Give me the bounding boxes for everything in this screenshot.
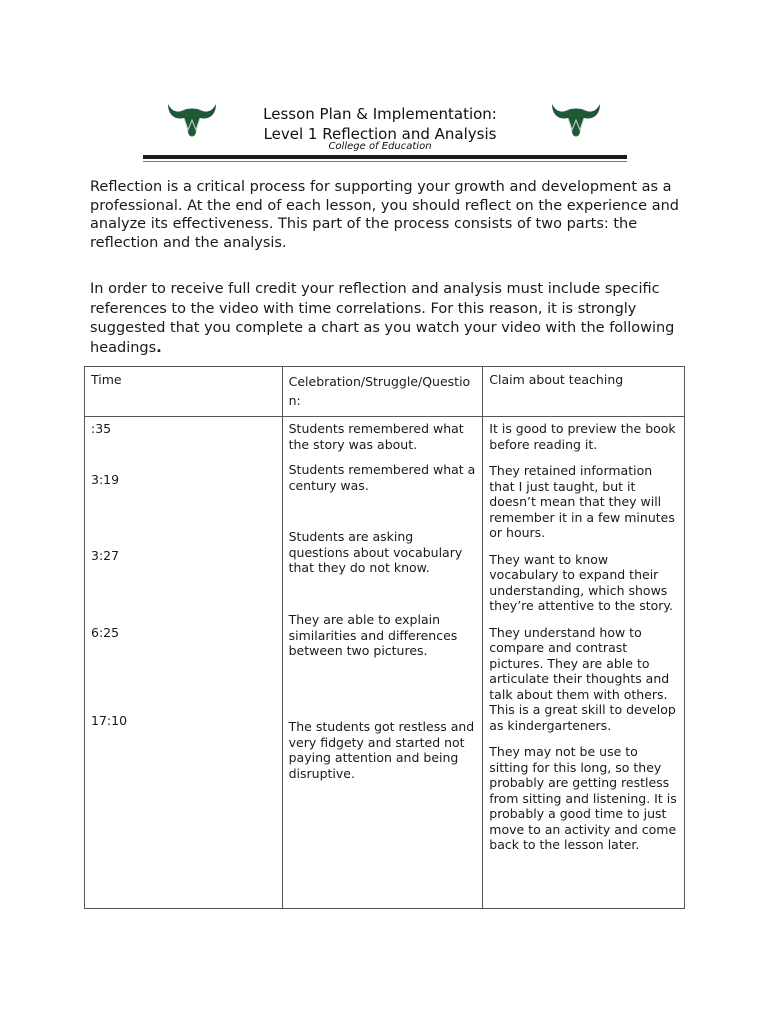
document-title bbox=[230, 104, 530, 144]
time-cell bbox=[85, 417, 283, 909]
claim-entry: It is good to preview the book before reading it. bbox=[489, 421, 676, 452]
title-line-2: Level 1 Reflection and Analysis bbox=[263, 125, 497, 143]
claim-cell bbox=[483, 417, 685, 909]
bull-horns-logo bbox=[164, 96, 220, 146]
header-celebration: Celebration/Struggle/Question: bbox=[282, 367, 483, 417]
intro-paragraph-1: Reflection is a critical process for supporting your growth and development as a professional. At the end of each lesson, you should reflect on the experience and analyze its effectiveness. This part of the process consists of two parts: the reflection and the analysis. bbox=[90, 179, 679, 251]
title-line-1: Lesson Plan & Implementation: bbox=[263, 105, 497, 123]
celebration-entry: Students remembered what a century was. bbox=[288, 462, 476, 493]
claim-entry: They retained information that I just taught, but it doesn’t mean that they will remember it in a few minutes or hours. bbox=[489, 463, 675, 540]
celebration-entry: Students remembered what the story was about. bbox=[288, 421, 464, 452]
time-stamp: 3:19 bbox=[91, 472, 120, 487]
claim-entry: They may not be use to sitting for this long, so they probably are getting restless from sitting and listening. It is probably a good time to just move to an activity and come back to the lesson later. bbox=[489, 744, 677, 852]
header-claim: Claim about teaching bbox=[483, 367, 685, 417]
claim-entry: They understand how to compare and contrast pictures. They are able to articulate their thoughts and talk about them with others. This is a great skill to develop as kindergarteners. bbox=[489, 624, 676, 733]
intro-paragraph-2-text: In order to receive full credit your reflection and analysis must include specific references to the video with time correlations. For this reason, it is strongly suggested that you complete a chart as you watch your video with the following headings bbox=[90, 281, 675, 356]
reflection-table bbox=[84, 366, 685, 909]
document-subtitle: College of Education bbox=[328, 141, 432, 152]
table-header-row bbox=[85, 367, 685, 417]
time-stamp: 17:10 bbox=[91, 713, 128, 728]
time-stamp: 3:27 bbox=[91, 548, 120, 563]
intro-paragraph-2-end: . bbox=[156, 339, 162, 356]
claim-entry: They want to know vocabulary to expand their understanding, which shows they’re attentive to the story. bbox=[489, 551, 674, 613]
header-divider-thin bbox=[143, 161, 627, 162]
time-stamp: 6:25 bbox=[91, 625, 120, 640]
celebration-entry: The students got restless and very fidgety and started not paying attention and being disruptive. bbox=[288, 719, 475, 781]
intro-paragraph-2 bbox=[90, 280, 680, 358]
time-stamp: :35 bbox=[91, 421, 112, 436]
celebration-entry: They are able to explain similarities and differences between two pictures. bbox=[288, 612, 458, 658]
celebration-entry: Students are asking questions about vocabulary that they do not know. bbox=[288, 529, 463, 575]
header-time: Time bbox=[85, 367, 283, 417]
celebration-cell bbox=[282, 417, 483, 909]
bull-horns-logo bbox=[548, 96, 604, 146]
table-row bbox=[85, 417, 685, 909]
header-divider-thick bbox=[143, 155, 627, 159]
